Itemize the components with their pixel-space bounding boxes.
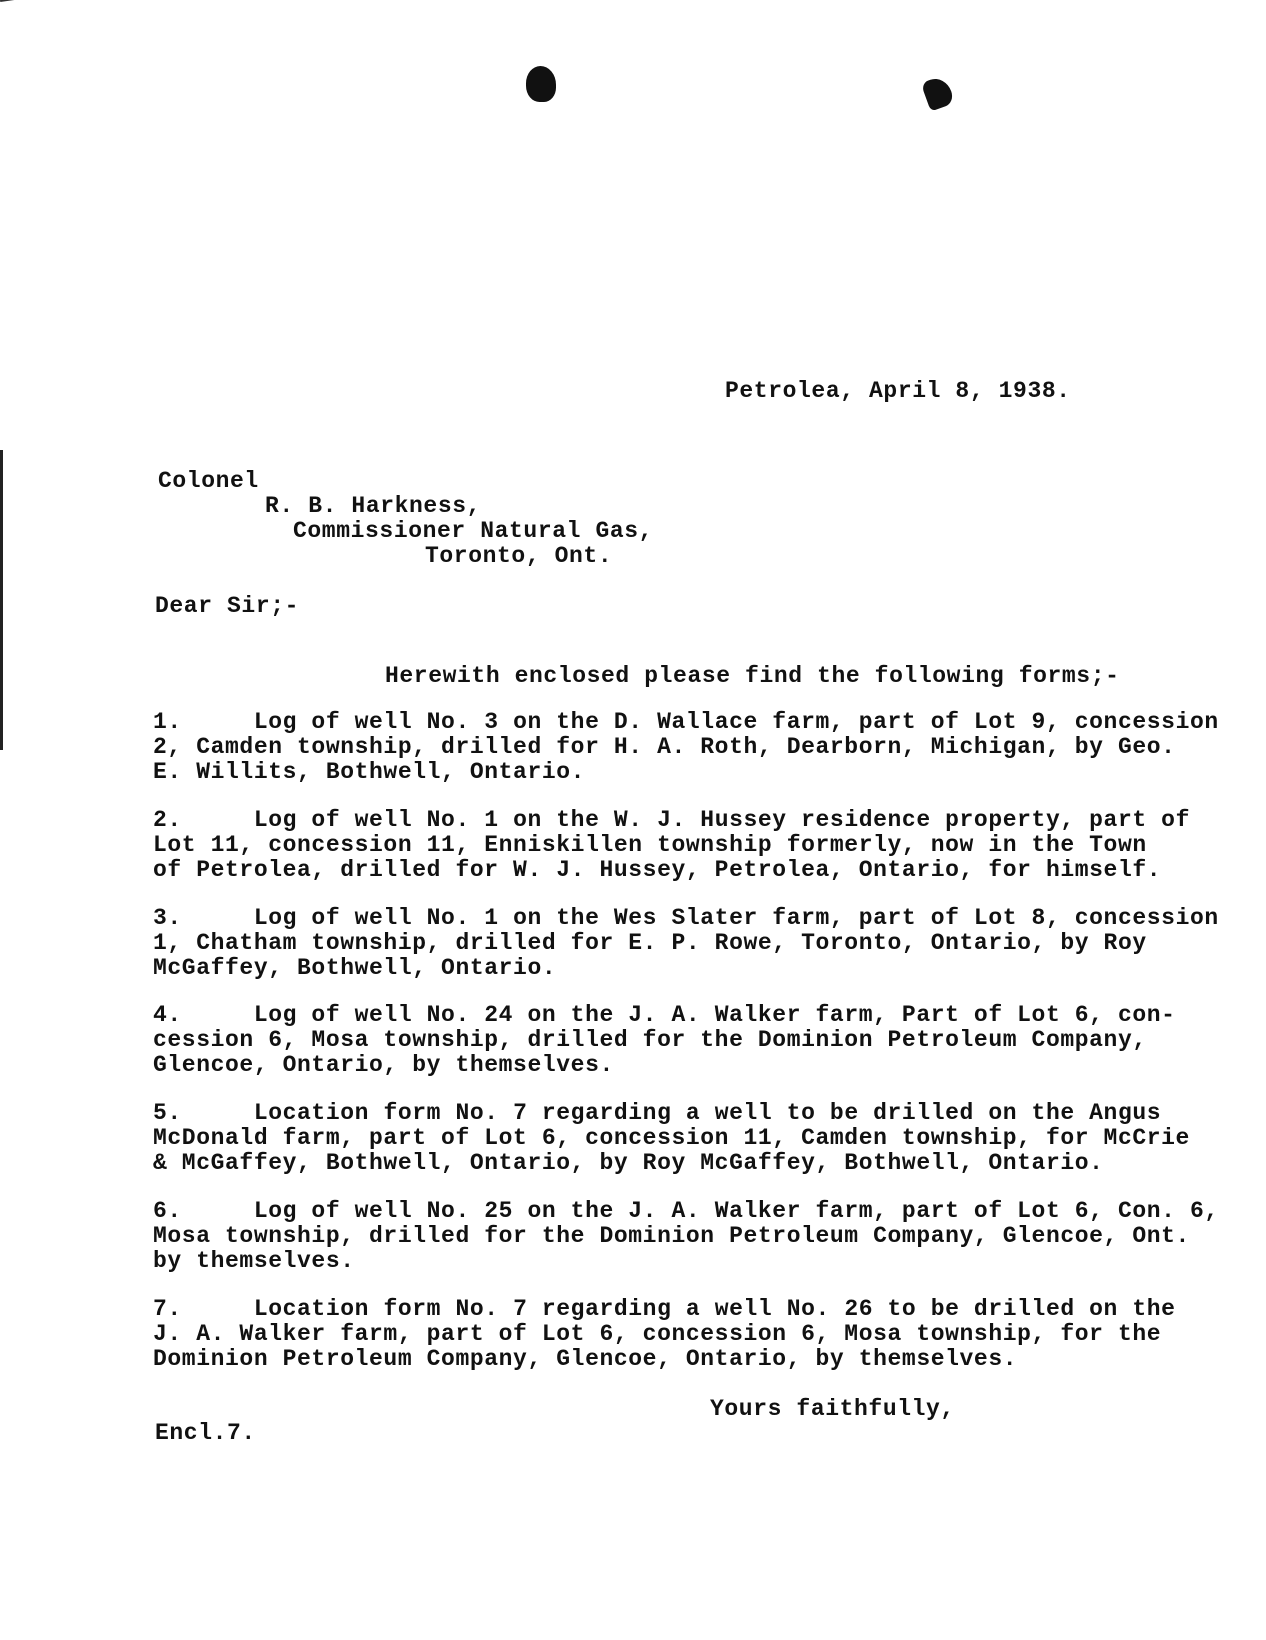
item-text: Location form No. 7 regarding a well to be drilled on the Angus McDonald farm, part of Lot 6, concession 11, Camden township, for McCrie & McGaffey, Bothwell, Ontario, by Roy McGaffey, Bothwell, Ontario. bbox=[153, 1100, 1190, 1176]
scan-corner-mark bbox=[0, 0, 60, 2]
recipient-position: Commissioner Natural Gas, bbox=[293, 518, 654, 544]
item-text: Log of well No. 24 on the J. A. Walker farm, Part of Lot 6, con- cession 6, Mosa township, drilled for the Dominion Petroleum Company, Glencoe, Ontario, by themselves. bbox=[153, 1002, 1176, 1078]
item-number: 1. bbox=[153, 709, 182, 735]
recipient-name: R. B. Harkness, bbox=[265, 493, 482, 519]
item-text: Location form No. 7 regarding a well No. 26 to be drilled on the J. A. Walker farm, part of Lot 6, concession 6, Mosa township, for the Dominion Petroleum Company, Glencoe, Ontario, by themselves. bbox=[153, 1296, 1176, 1372]
enclosure-item-7 bbox=[153, 1297, 1243, 1372]
item-text: Log of well No. 3 on the D. Wallace farm, part of Lot 9, concession 2, Camden township, drilled for H. A. Roth, Dearborn, Michigan, by Geo. E. Willits, Bothwell, Ontario. bbox=[153, 709, 1219, 785]
item-number: 6. bbox=[153, 1198, 182, 1224]
enclosure-note: Encl.7. bbox=[155, 1420, 256, 1446]
enclosure-item-6 bbox=[153, 1199, 1243, 1274]
item-text: Log of well No. 25 on the J. A. Walker farm, part of Lot 6, Con. 6, Mosa township, drilled for the Dominion Petroleum Company, Glencoe, Ont. by themselves. bbox=[153, 1198, 1219, 1274]
item-number: 3. bbox=[153, 905, 182, 931]
recipient-city: Toronto, Ont. bbox=[425, 543, 613, 569]
item-text: Log of well No. 1 on the W. J. Hussey residence property, part of Lot 11, concession 11, Enniskillen township formerly, now in the Town of Petrolea, drilled for W. J. Hussey, Petrolea, Ontario, for himself. bbox=[153, 807, 1190, 883]
punch-hole-right bbox=[921, 74, 956, 111]
enclosure-item-4 bbox=[153, 1003, 1243, 1078]
dateline: Petrolea, April 8, 1938. bbox=[725, 378, 1071, 404]
punch-hole-left bbox=[526, 66, 556, 102]
item-text: Log of well No. 1 on the Wes Slater farm, part of Lot 8, concession 1, Chatham township, drilled for E. P. Rowe, Toronto, Ontario, by Roy McGaffey, Bothwell, Ontario. bbox=[153, 905, 1219, 981]
salutation: Dear Sir;- bbox=[155, 593, 300, 619]
intro-line: Herewith enclosed please find the following forms;- bbox=[385, 663, 1120, 689]
item-number: 2. bbox=[153, 807, 182, 833]
recipient-title: Colonel bbox=[158, 468, 259, 494]
enclosure-item-1 bbox=[153, 710, 1243, 785]
item-number: 7. bbox=[153, 1296, 182, 1322]
item-number: 5. bbox=[153, 1100, 182, 1126]
scan-edge-mark bbox=[0, 450, 3, 750]
item-number: 4. bbox=[153, 1002, 182, 1028]
closing: Yours faithfully, bbox=[710, 1396, 955, 1422]
enclosure-item-2 bbox=[153, 808, 1243, 883]
enclosure-item-5 bbox=[153, 1101, 1243, 1176]
enclosure-item-3 bbox=[153, 906, 1243, 981]
